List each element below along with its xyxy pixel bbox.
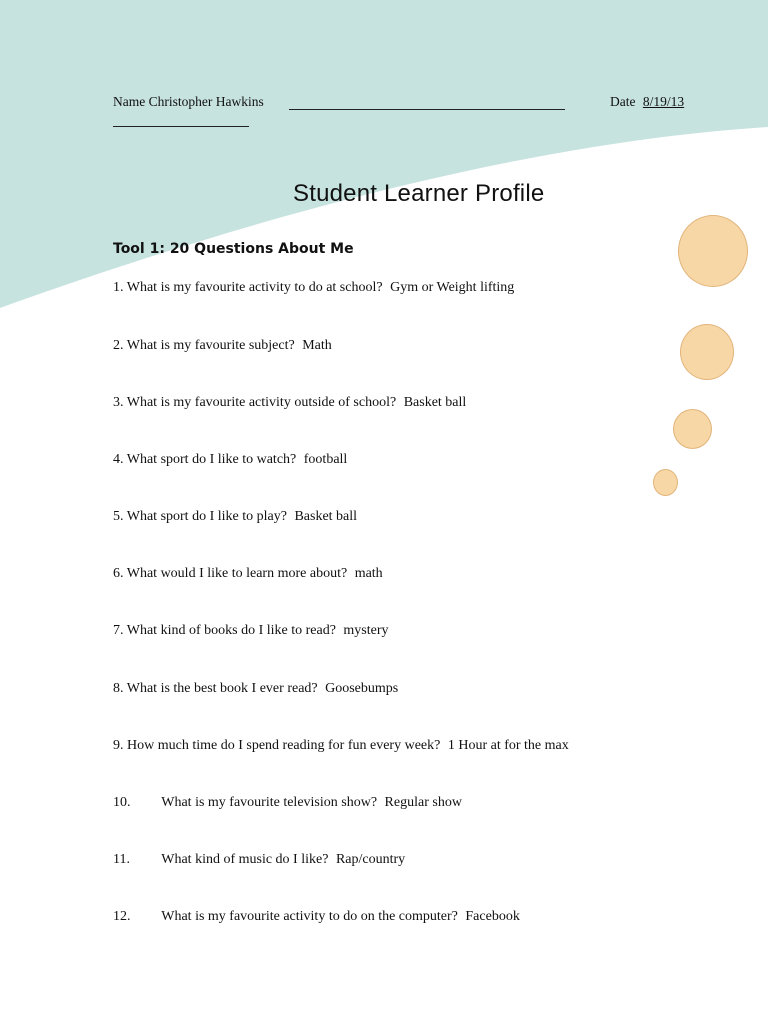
question-text: What is my favourite activity to do at school? <box>126 280 383 295</box>
decorative-circle <box>678 215 748 287</box>
question-number: 2. <box>113 338 124 353</box>
question-text: What is my favourite subject? <box>126 338 295 353</box>
question-answer: Math <box>302 338 332 353</box>
question-text: What would I like to learn more about? <box>126 566 348 581</box>
question-item <box>113 509 357 525</box>
question-item <box>113 852 405 868</box>
page-title: Student Learner Profile <box>293 180 545 207</box>
question-text: What kind of books do I like to read? <box>126 623 336 638</box>
question-text: What sport do I like to play? <box>126 509 287 524</box>
question-number: 6. <box>113 566 124 581</box>
question-item <box>113 395 466 411</box>
question-answer: Facebook <box>465 909 520 924</box>
question-answer: Goosebumps <box>325 681 399 696</box>
section-heading: Tool 1: 20 Questions About Me <box>113 241 354 257</box>
question-number: 1. <box>113 280 124 295</box>
date-value: 8/19/13 <box>642 94 685 109</box>
question-answer: Rap/country <box>335 852 406 867</box>
question-answer: Regular show <box>384 795 462 810</box>
question-answer: Basket ball <box>403 395 467 410</box>
question-number: 3. <box>113 395 124 410</box>
question-item <box>113 338 332 354</box>
question-item <box>113 909 520 925</box>
question-item <box>113 280 514 296</box>
question-text: What kind of music do I like? <box>161 852 329 867</box>
question-text: What sport do I like to watch? <box>126 452 297 467</box>
header-line <box>113 94 713 114</box>
question-text: What is my favourite activity outside of school? <box>126 395 397 410</box>
question-item <box>113 795 462 811</box>
question-answer: Basket ball <box>294 509 358 524</box>
question-text: What is my favourite activity to do on the computer? <box>161 909 458 924</box>
background-wave <box>0 0 768 320</box>
wave-band <box>0 0 768 308</box>
question-answer: 1 Hour at for the max <box>447 738 569 753</box>
date-label: Date <box>610 94 636 109</box>
question-item <box>113 681 398 697</box>
question-number: 8. <box>113 681 124 696</box>
decorative-circle <box>680 324 734 380</box>
question-answer: mystery <box>343 623 389 638</box>
question-number: 4. <box>113 452 124 467</box>
question-item <box>113 452 347 468</box>
question-text: What is my favourite television show? <box>161 795 378 810</box>
question-item <box>113 566 383 582</box>
question-number: 11. <box>113 852 130 867</box>
question-answer: Gym or Weight lifting <box>390 280 515 295</box>
date-field <box>610 94 684 110</box>
question-number: 10. <box>113 795 131 810</box>
question-answer: football <box>303 452 348 467</box>
decorative-circle <box>673 409 712 449</box>
question-item <box>113 738 569 754</box>
question-number: 12. <box>113 909 131 924</box>
question-number: 5. <box>113 509 124 524</box>
name-underline <box>289 109 565 110</box>
question-answer: math <box>354 566 383 581</box>
decorative-circle <box>653 469 678 496</box>
question-number: 9. <box>113 738 124 753</box>
question-text: How much time do I spend reading for fun every week? <box>127 738 441 753</box>
question-text: What is the best book I ever read? <box>126 681 318 696</box>
question-number: 7. <box>113 623 124 638</box>
name-underline-continued <box>113 126 249 127</box>
name-label: Name Christopher Hawkins <box>113 94 264 109</box>
question-item <box>113 623 389 639</box>
